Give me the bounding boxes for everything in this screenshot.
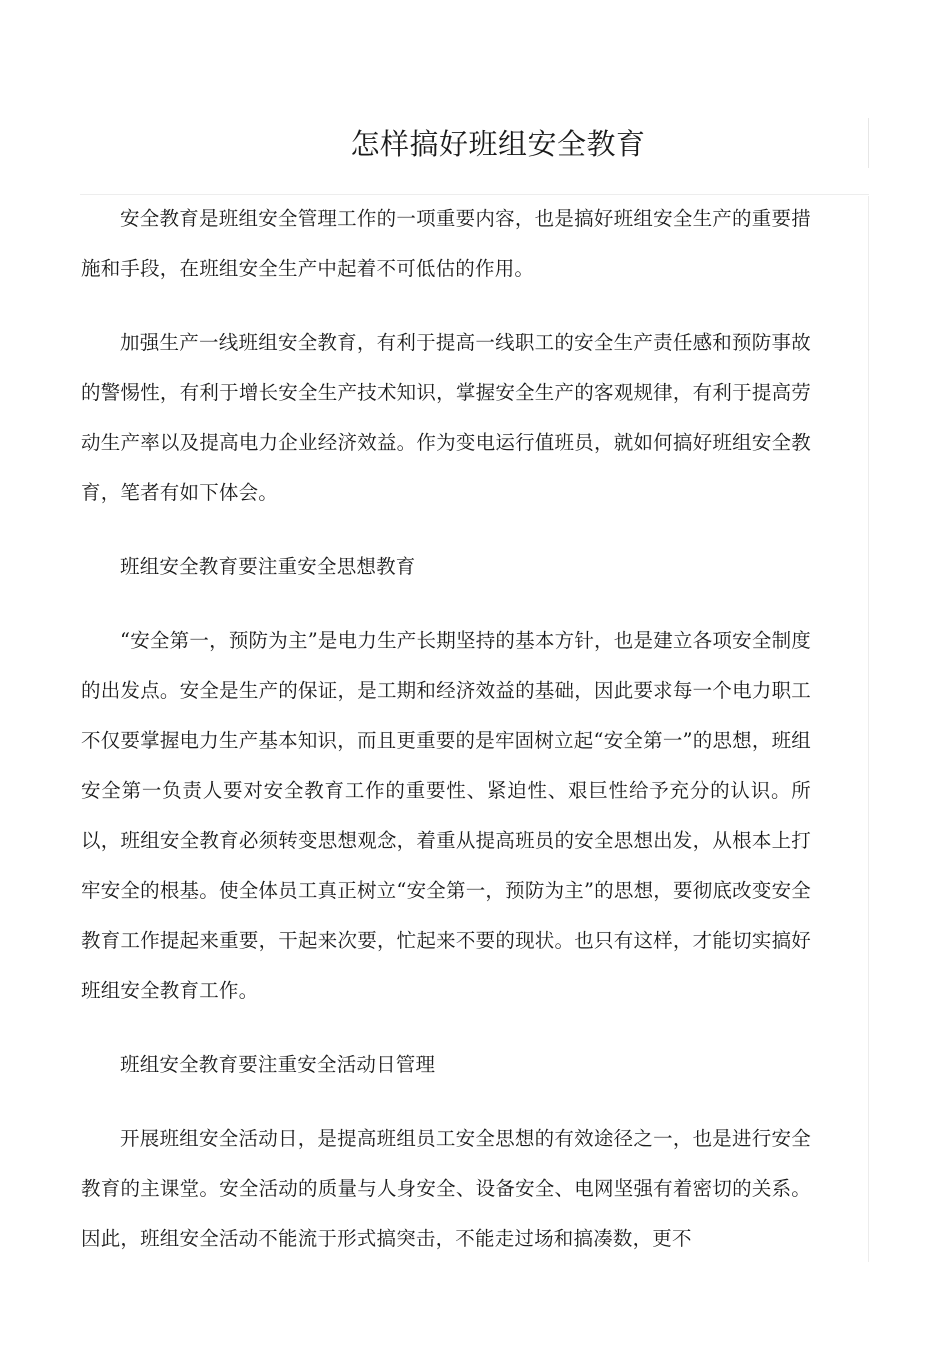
document-body — [81, 194, 811, 1264]
section-heading-activity-day: 班组安全教育要注重安全活动日管理 — [120, 1053, 436, 1076]
section-heading-safety-thinking: 班组安全教育要注重安全思想教育 — [120, 555, 416, 578]
paragraph-intro: 安全教育是班组安全管理工作的一项重要内容，也是搞好班组安全生产的重要措施和手段，在班组安全生产中起着不可低估的作用。 — [81, 207, 811, 280]
document-title: 怎样搞好班组安全教育 — [350, 127, 646, 161]
paragraph-activity-day: 开展班组安全活动日，是提高班组员工安全思想的有效途径之一，也是进行安全教育的主课堂。安全活动的质量与人身安全、设备安全、电网坚强有着密切的关系。因此，班组安全活动不能流于形式搞突击，不能走过场和搞凑数，更不 — [81, 1127, 811, 1250]
margin-rule — [868, 196, 869, 1262]
paragraph-benefits: 加强生产一线班组安全教育，有利于提高一线职工的安全生产责任感和预防事故的警惕性，有利于增长安全生产技术知识，掌握安全生产的客观规律，有利于提高劳动生产率以及提高电力企业经济效益。作为变电运行值班员，就如何搞好班组安全教育，笔者有如下体会。 — [81, 331, 811, 504]
paragraph-safety-first: “安全第一，预防为主”是电力生产长期坚持的基本方针，也是建立各项安全制度的出发点。安全是生产的保证，是工期和经济效益的基础，因此要求每一个电力职工不仅要掌握电力生产基本知识，而且更重要的是牢固树立起“安全第一”的思想，班组安全第一负责人要对安全教育工作的重要性、紧迫性、艰巨性给予充分的认识。所以，班组安全教育必须转变思想观念，着重从提高班员的安全思想出发，从根本上打牢安全的根基。使全体员工真正树立“安全第一，预防为主”的思想，要彻底改变安全教育工作提起来重要，干起来次要，忙起来不要的现状。也只有这样，才能切实搞好班组安全教育工作。 — [81, 629, 811, 1002]
